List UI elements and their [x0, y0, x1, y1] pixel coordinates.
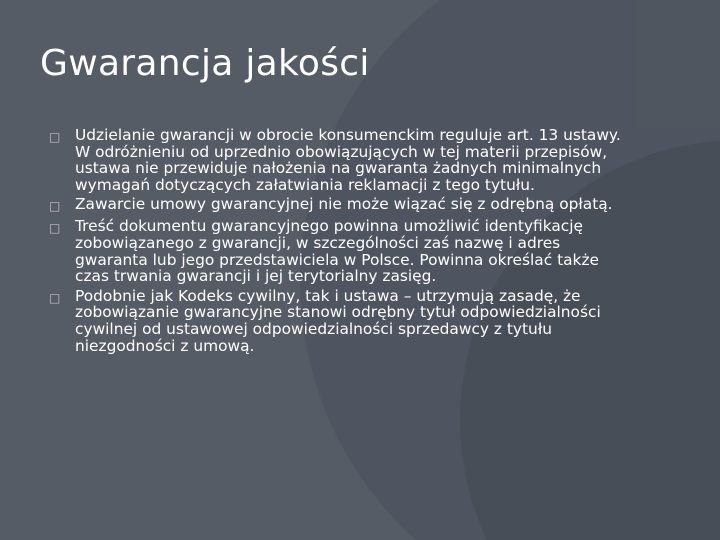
bullet-icon: □ — [49, 290, 61, 305]
bullet-icon: □ — [49, 130, 61, 144]
bullet-list — [49, 127, 629, 357]
list-item — [49, 196, 629, 215]
slide-title: Gwarancja jakości — [40, 43, 370, 84]
list-item — [49, 288, 629, 354]
list-item-text: Udzielanie gwarancji w obrocie konsumenckim reguluje art. 13 ustawy. W odróżnieniu od uprzednio obowiązujących w tej materii przepisów, ustawa nie przewiduje nałożenia na gwaranta żadnych minimalnych wymagań dotyczących załatwiania reklamacji z tego tytułu. — [75, 126, 621, 194]
bullet-icon: □ — [49, 199, 61, 214]
list-item-text: Treść dokumentu gwarancyjnego powinna umożliwić identyfikację zobowiązanego z gwarancji, w szczególności zaś nazwę i adres gwaranta lub jego przedstawiciela w Polsce. Powinna określać także czas trwania gwarancji i jej terytorialny zasięg. — [75, 217, 600, 286]
list-item — [49, 218, 629, 284]
list-item — [49, 127, 629, 193]
list-item-text: Podobnie jak Kodeks cywilny, tak i ustawa – utrzymują zasadę, że zobowiązanie gwarancyjne stanowi odrębny tytuł odpowiedzialności cywilnej od ustawowej odpowiedzialności sprzedawcy z tytułu niezgodności z umową. — [75, 286, 601, 355]
list-item-text: Zawarcie umowy gwarancyjnej nie może wiązać się z odrębną opłatą. — [75, 195, 613, 214]
bullet-icon: □ — [49, 221, 61, 236]
